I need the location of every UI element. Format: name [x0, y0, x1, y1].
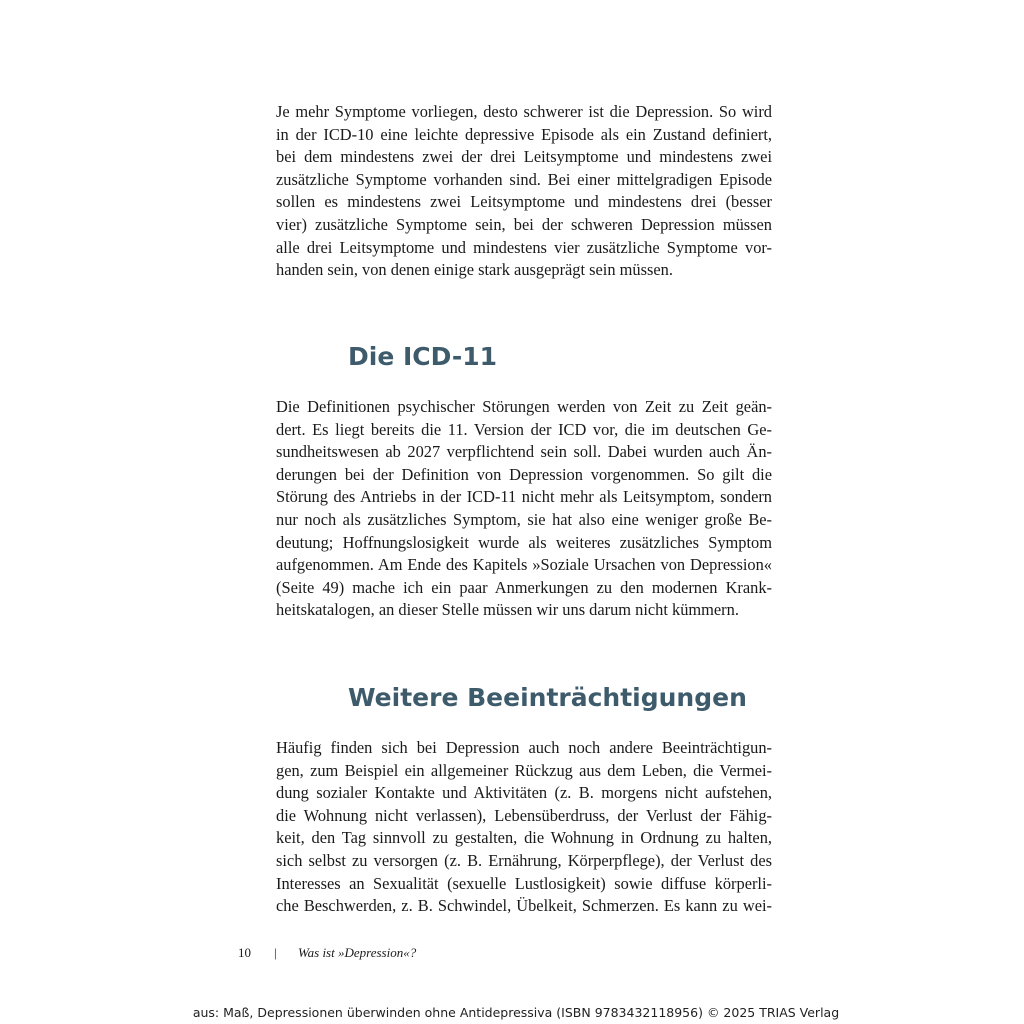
- text-line: zusätzliche Symptome vorhanden sind. Bei einer mittelgradigen Episode: [276, 169, 772, 189]
- running-footer: [238, 944, 416, 962]
- text-line: alle drei Leitsymptome und mindestens vier zusätzliche Symptome vor-: [276, 237, 772, 257]
- page-number: 10: [238, 945, 251, 960]
- text-line: Je mehr Symptome vorliegen, desto schwerer ist die Depression. So wird: [276, 102, 772, 121]
- text-line: Interesses an Sexualität (sexuelle Lustlosigkeit) sowie diffuse körperli-: [276, 873, 772, 893]
- footer-separator: |: [274, 945, 277, 960]
- source-attribution: aus: Maß, Depressionen überwinden ohne Antidepressiva (ISBN 9783432118956) © 2025 TRIAS Verlag: [192, 1005, 840, 1020]
- paragraph-icd-11: [276, 396, 772, 622]
- paragraph-text: [276, 737, 772, 918]
- text-line: deutung; Hoffnungslosigkeit wurde als weiteres zusätzliches Symptom: [276, 532, 772, 552]
- text-line: sich selbst zu versorgen (z. B. Ernährung, Körperpflege), der Verlust des: [276, 850, 772, 870]
- text-line: dung sozialer Kontakte und Aktivitäten (z. B. morgens nicht aufstehen,: [276, 783, 772, 803]
- paragraph-text: [276, 396, 772, 622]
- paragraph-further-impairments: [276, 737, 772, 918]
- text-line: (Seite 49) mache ich ein paar Anmerkungen zu den modernen Krank-: [276, 577, 772, 597]
- text-line: sollen es mindestens zwei Leitsymptome und mindestens drei (besser: [276, 192, 772, 212]
- text-line: keit, den Tag sinnvoll zu gestalten, die Wohnung in Ordnung zu halten,: [276, 828, 772, 848]
- text-line: derungen bei der Definition von Depression vorgenommen. So gilt die: [276, 464, 772, 484]
- text-line: gen, zum Beispiel ein allgemeiner Rückzug aus dem Leben, die Vermei-: [276, 760, 772, 780]
- text-line: in der ICD-10 eine leichte depressive Episode als ein Zustand definiert,: [276, 124, 772, 144]
- text-line: aufgenommen. Am Ende des Kapitels »Soziale Ursachen von Depression«: [276, 555, 772, 575]
- text-line: nur noch als zusätzliches Symptom, sie hat also eine weniger große Be-: [276, 509, 772, 529]
- text-line: sundheitswesen ab 2027 verpflichtend sein soll. Dabei wurden auch Än-: [276, 442, 772, 462]
- text-line: heitskatalogen, an dieser Stelle müssen wir uns darum nicht kümmern.: [276, 600, 739, 620]
- text-line: vier) zusätzliche Symptome sein, bei der schweren Depression müssen: [276, 214, 772, 234]
- paragraph-severity: [276, 101, 772, 282]
- text-line: dert. Es liegt bereits die 11. Version der ICD vor, die im deutschen Ge-: [276, 419, 772, 439]
- paragraph-text: [276, 101, 772, 282]
- text-line: die Wohnung nicht verlassen), Lebensüberdruss, der Verlust der Fähig-: [276, 805, 772, 825]
- text-line: Häufig finden sich bei Depression auch noch andere Beeinträchtigun-: [276, 738, 772, 757]
- section-heading-icd-11: Die ICD-11: [348, 342, 498, 371]
- text-line: handen sein, von denen einige stark ausgeprägt sein müssen.: [276, 260, 673, 280]
- text-line: Die Definitionen psychischer Störungen werden von Zeit zu Zeit geän-: [276, 397, 772, 416]
- footer-section-title: Was ist »Depression«?: [298, 945, 417, 960]
- text-line: che Beschwerden, z. B. Schwindel, Übelkeit, Schmerzen. Es kann zu wei-: [276, 896, 772, 916]
- text-line: Störung des Antriebs in der ICD-11 nicht mehr als Leitsymptom, sondern: [276, 487, 772, 507]
- text-line: bei dem mindestens zwei der drei Leitsymptome und mindestens zwei: [276, 147, 772, 167]
- section-heading-weitere-beeintraechtigungen: Weitere Beeinträchtigungen: [348, 683, 747, 712]
